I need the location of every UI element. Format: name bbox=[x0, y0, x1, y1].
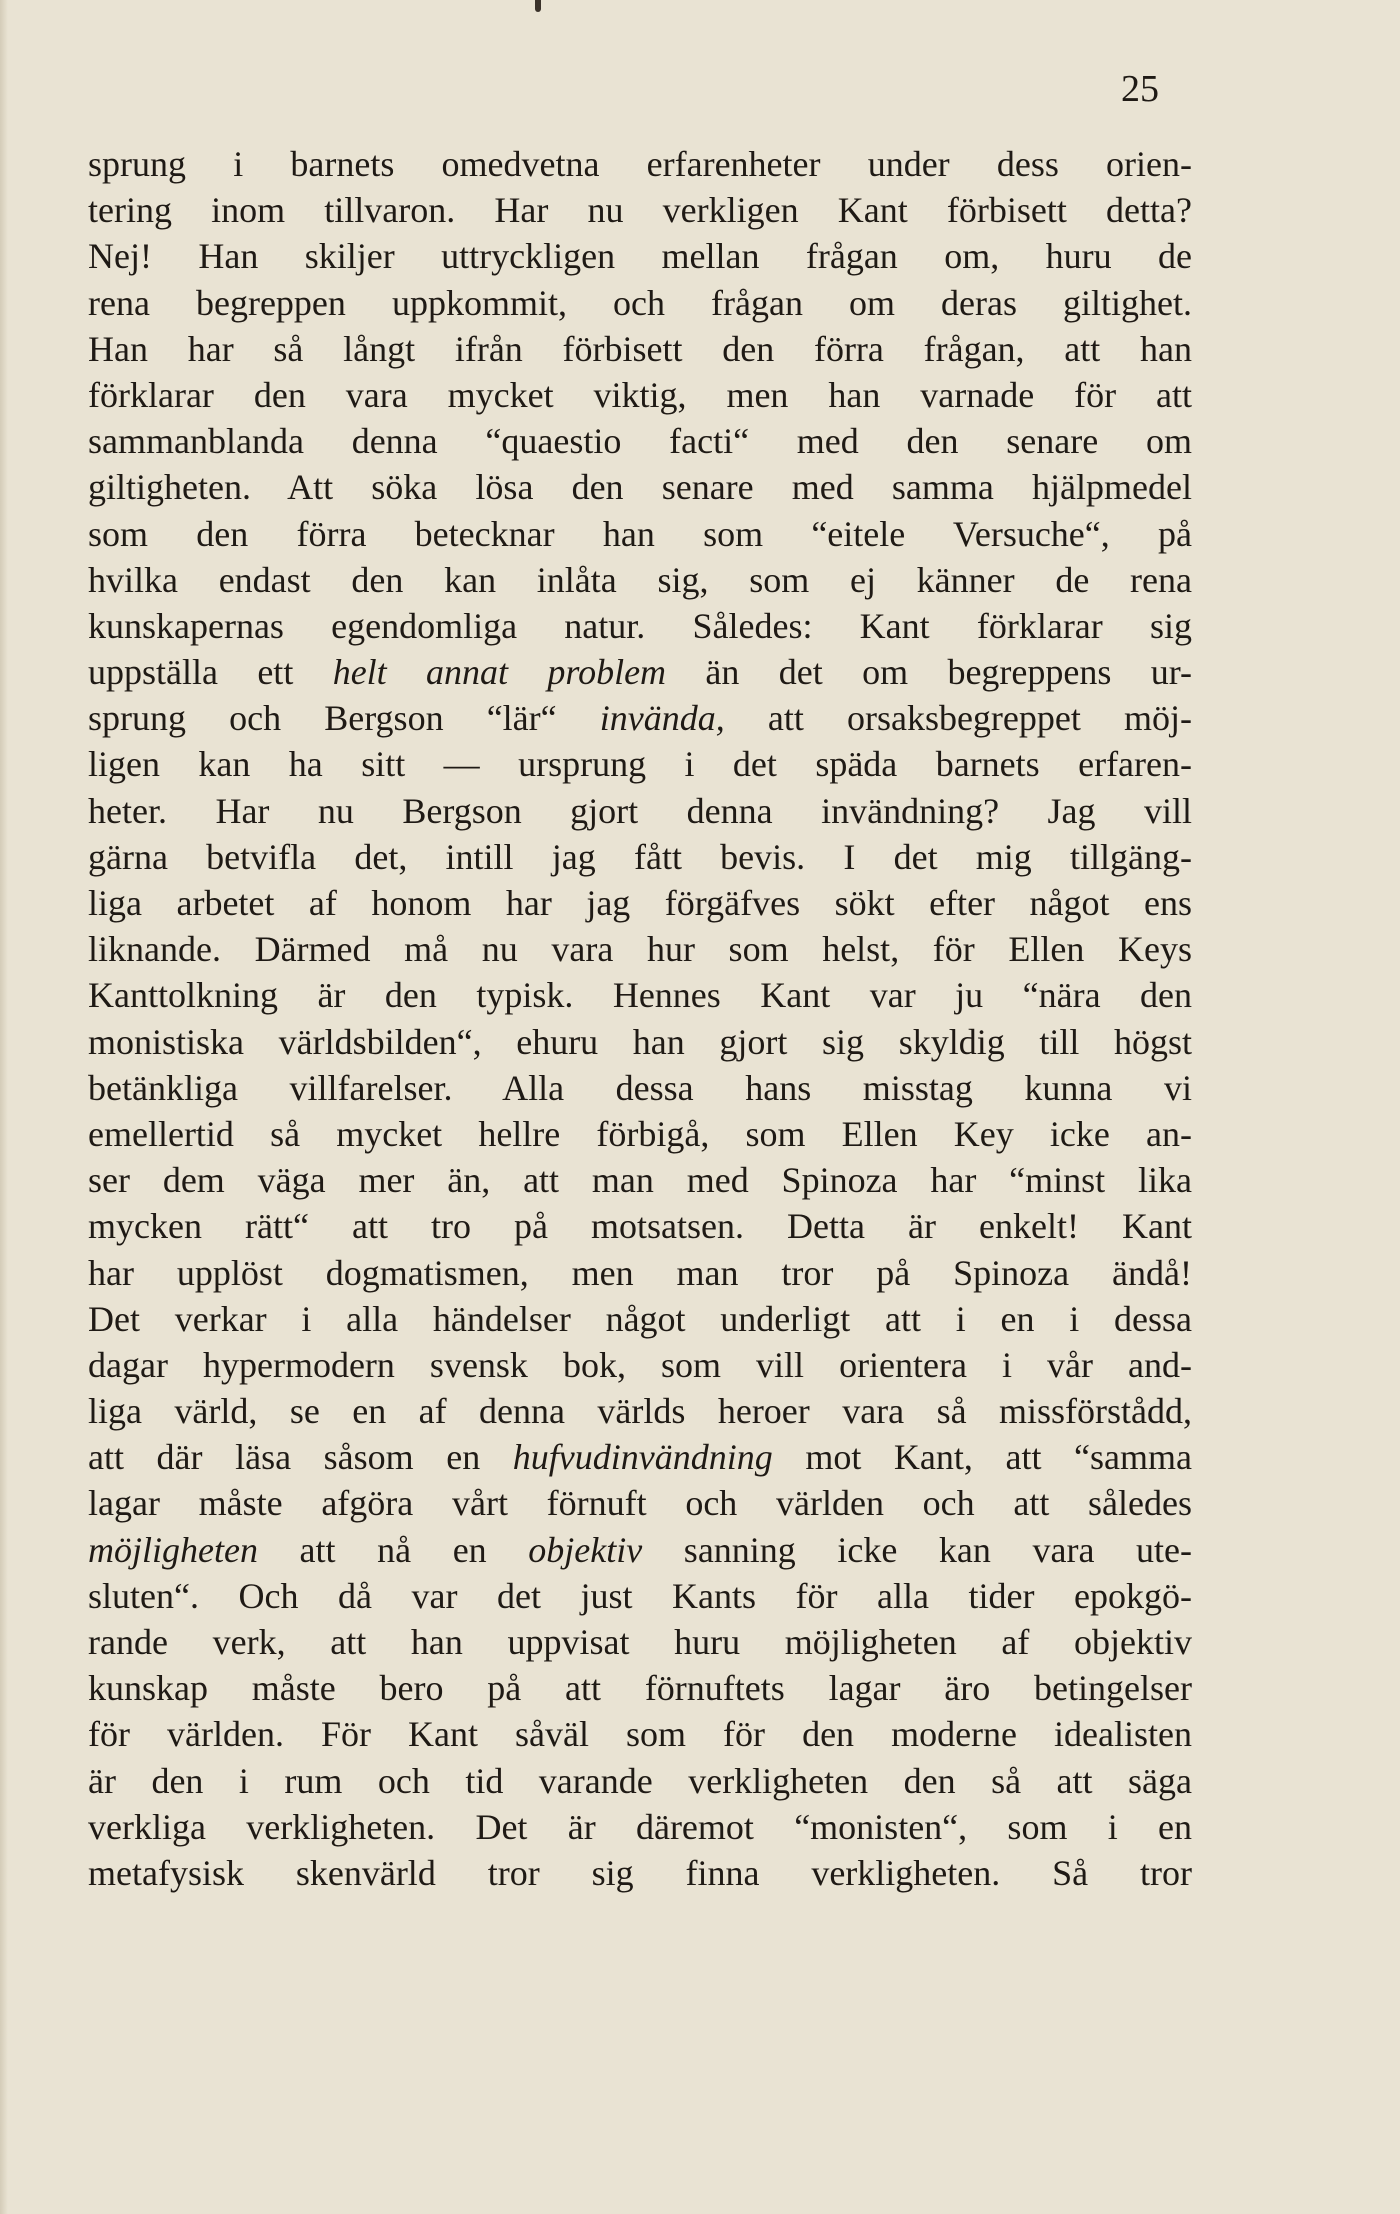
text-line bbox=[88, 880, 1192, 926]
text-line bbox=[88, 1065, 1192, 1111]
text-segment: dagar hypermodern svensk bok, som vill orientera i vår and- bbox=[88, 1344, 1192, 1385]
text-segment: liknande. Därmed må nu vara hur som helst, för Ellen Keys bbox=[88, 929, 1192, 970]
text-line bbox=[88, 1434, 1192, 1480]
binding-mark bbox=[535, 0, 541, 12]
text-line bbox=[88, 1203, 1192, 1249]
text-line bbox=[88, 603, 1192, 649]
text-line bbox=[88, 1480, 1192, 1526]
text-line bbox=[88, 649, 1192, 695]
text-line bbox=[88, 834, 1192, 880]
text-line bbox=[88, 557, 1192, 603]
text-line bbox=[88, 326, 1192, 372]
text-line bbox=[88, 926, 1192, 972]
text-segment: gärna betvifla det, intill jag fått bevis. I det mig tillgäng- bbox=[88, 836, 1192, 877]
text-segment: att nå en bbox=[257, 1529, 529, 1570]
text-segment: monistiska världsbilden“, ehuru han gjort sig skyldig till högst bbox=[88, 1021, 1192, 1062]
italic-text: möjligheten bbox=[88, 1529, 258, 1570]
text-line bbox=[88, 1804, 1192, 1850]
text-segment: Det verkar i alla händelser något underligt att i en i dessa bbox=[88, 1298, 1192, 1339]
text-line bbox=[88, 1296, 1192, 1342]
text-segment: sammanblanda denna “quaestio facti“ med den senare om bbox=[88, 421, 1192, 462]
text-line bbox=[88, 1388, 1192, 1434]
text-segment: hvilka endast den kan inlåta sig, som ej känner de rena bbox=[88, 559, 1192, 600]
text-segment: mycken rätt“ att tro på motsatsen. Detta är enkelt! Kant bbox=[88, 1206, 1192, 1247]
text-segment: ligen kan ha sitt — ursprung i det späda barnets erfaren- bbox=[88, 744, 1192, 785]
text-line bbox=[88, 1342, 1192, 1388]
text-segment: Nej! Han skiljer uttryckligen mellan frågan om, huru de bbox=[88, 236, 1192, 277]
text-segment: att där läsa såsom en bbox=[88, 1437, 513, 1478]
text-line bbox=[88, 233, 1192, 279]
text-segment: metafysisk skenvärld tror sig finna verkligheten. Så tror bbox=[88, 1852, 1192, 1893]
text-line bbox=[88, 1527, 1192, 1573]
text-line bbox=[88, 1157, 1192, 1203]
text-line bbox=[88, 1711, 1192, 1757]
text-line bbox=[88, 1619, 1192, 1665]
page-edge-shadow bbox=[0, 0, 8, 2214]
text-segment: kunskapernas egendomliga natur. Således: Kant förklarar sig bbox=[88, 605, 1192, 646]
text-segment: sprung i barnets omedvetna erfarenheter under dess orien- bbox=[88, 144, 1192, 184]
italic-text: objektiv bbox=[528, 1529, 643, 1570]
text-line bbox=[88, 1665, 1192, 1711]
italic-text: hufvudinvändning bbox=[512, 1437, 773, 1478]
text-segment: lagar måste afgöra vårt förnuft och världen och att således bbox=[88, 1483, 1192, 1524]
text-segment: för världen. För Kant såväl som för den moderne idealisten bbox=[88, 1714, 1192, 1755]
text-line bbox=[88, 418, 1192, 464]
text-line bbox=[88, 464, 1192, 510]
text-line bbox=[88, 1850, 1192, 1896]
text-segment: sluten“. Och då var det just Kants för alla tider epokgö- bbox=[88, 1575, 1192, 1616]
text-line bbox=[88, 741, 1192, 787]
text-segment: heter. Har nu Bergson gjort denna invändning? Jag vill bbox=[88, 790, 1192, 831]
text-segment: rande verk, att han uppvisat huru möjligheten af objektiv bbox=[88, 1622, 1192, 1662]
text-line bbox=[88, 511, 1192, 557]
text-line bbox=[88, 187, 1192, 233]
text-segment: liga arbetet af honom har jag förgäfves sökt efter något ens bbox=[88, 883, 1192, 923]
text-segment: än det om begreppens ur- bbox=[666, 652, 1192, 693]
text-segment: betänkliga villfarelser. Alla dessa hans misstag kunna vi bbox=[88, 1067, 1192, 1108]
text-line bbox=[88, 280, 1192, 326]
text-segment: emellertid så mycket hellre förbigå, som Ellen Key icke an- bbox=[88, 1113, 1192, 1154]
text-segment: kunskap måste bero på att förnuftets lagar äro betingelser bbox=[88, 1668, 1192, 1709]
text-segment: som den förra betecknar han som “eitele Versuche“, på bbox=[88, 513, 1192, 554]
text-segment: liga värld, se en af denna världs heroer vara så missförstådd, bbox=[88, 1391, 1192, 1432]
text-segment: sanning icke kan vara ute- bbox=[642, 1529, 1192, 1570]
text-segment: verkliga verkligheten. Det är däremot “monisten“, som i en bbox=[88, 1806, 1192, 1847]
text-segment: uppställa ett bbox=[88, 652, 333, 693]
text-line bbox=[88, 372, 1192, 418]
text-segment: mot Kant, att “samma bbox=[772, 1437, 1192, 1478]
italic-text: helt annat problem bbox=[332, 652, 667, 693]
text-line bbox=[88, 1758, 1192, 1804]
text-line bbox=[88, 1250, 1192, 1296]
italic-text: invända, bbox=[599, 698, 725, 739]
body-text bbox=[88, 141, 1192, 1896]
text-segment: tering inom tillvaron. Har nu verkligen Kant förbisett detta? bbox=[88, 190, 1192, 231]
text-line bbox=[88, 1111, 1192, 1157]
text-segment: har upplöst dogmatismen, men man tror på Spinoza ändå! bbox=[88, 1252, 1192, 1293]
text-line bbox=[88, 1573, 1192, 1619]
text-segment: förklarar den vara mycket viktig, men han varnade för att bbox=[88, 374, 1192, 415]
text-segment: ser dem väga mer än, att man med Spinoza har “minst lika bbox=[88, 1160, 1192, 1201]
text-line bbox=[88, 695, 1192, 741]
text-segment: rena begreppen uppkommit, och frågan om deras giltighet. bbox=[88, 282, 1192, 323]
text-segment: är den i rum och tid varande verkligheten den så att säga bbox=[88, 1760, 1192, 1801]
text-segment: Kanttolkning är den typisk. Hennes Kant var ju “nära den bbox=[88, 975, 1192, 1016]
text-segment: Han har så långt ifrån förbisett den förra frågan, att han bbox=[88, 328, 1192, 369]
page-number: 25 bbox=[1121, 68, 1159, 110]
text-line bbox=[88, 1019, 1192, 1065]
text-segment: att orsaksbegreppet möj- bbox=[724, 698, 1192, 739]
text-line bbox=[88, 788, 1192, 834]
text-line bbox=[88, 141, 1192, 187]
text-line bbox=[88, 972, 1192, 1018]
text-segment: sprung och Bergson “lär“ bbox=[88, 698, 600, 739]
text-segment: giltigheten. Att söka lösa den senare med samma hjälpmedel bbox=[88, 467, 1192, 508]
